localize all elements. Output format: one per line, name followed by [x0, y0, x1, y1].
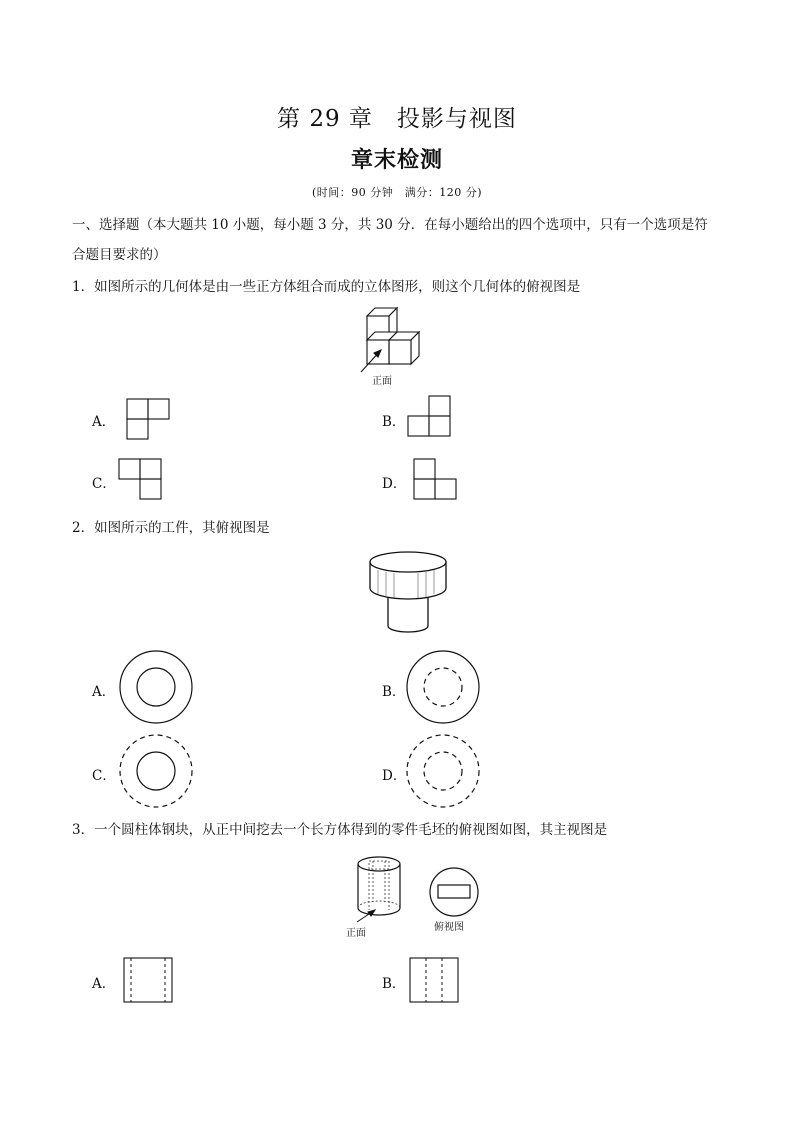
q1-front-label: 正面 [372, 376, 392, 387]
q1-option-b-label: B． [382, 414, 406, 430]
q1-option-c-label: C． [92, 476, 116, 492]
q2-option-a-label: A． [92, 684, 116, 700]
q3-option-b-figure [409, 957, 461, 1005]
chapter-title: 第 29 章 投影与视图 [277, 106, 517, 132]
time-info: (时间：90 分钟 满分：120 分) [311, 186, 483, 199]
q2-option-c-figure [118, 733, 194, 809]
q2-workpiece-figure [368, 550, 450, 636]
q3-top-view-label: 俯视图 [434, 922, 464, 933]
q1-option-b-figure [406, 395, 454, 439]
q1-option-a-label: A． [92, 414, 116, 430]
q2-option-d-label: D． [382, 768, 407, 784]
q3-option-b-label: B． [382, 976, 406, 992]
q1-option-c-figure [118, 458, 164, 502]
q2-option-d-figure [405, 733, 481, 809]
q1-option-d-label: D． [382, 476, 407, 492]
page-subtitle: 章末检测 [350, 147, 443, 173]
q3-top-view-figure [428, 866, 482, 920]
q2-option-b-label: B． [382, 684, 406, 700]
q3-cylinder-figure [345, 852, 425, 930]
question-3-text: 3．一个圆柱体钢块，从正中间挖去一个长方体得到的零件毛坯的俯视图如图，其主视图是 [72, 822, 608, 838]
q3-front-label: 正面 [346, 928, 366, 939]
q1-option-a-figure [126, 398, 172, 442]
q1-cube-figure [355, 302, 445, 384]
section-heading-line1: 一、选择题（本大题共 10 小题，每小题 3 分，共 30 分．在每小题给出的四个选项中，只有一个选项是符 [72, 217, 708, 233]
q2-option-a-figure [118, 649, 194, 725]
q2-option-b-figure [405, 649, 481, 725]
q2-option-c-label: C． [92, 768, 116, 784]
question-1-text: 1．如图所示的几何体是由一些正方体组合而成的立体图形，则这个几何体的俯视图是 [72, 279, 581, 295]
question-2-text: 2．如图所示的工件，其俯视图是 [72, 520, 270, 536]
q1-option-d-figure [413, 458, 459, 502]
section-heading-line2: 合题目要求的） [72, 247, 167, 263]
q3-option-a-figure [123, 957, 175, 1005]
q3-option-a-label: A． [92, 976, 116, 992]
